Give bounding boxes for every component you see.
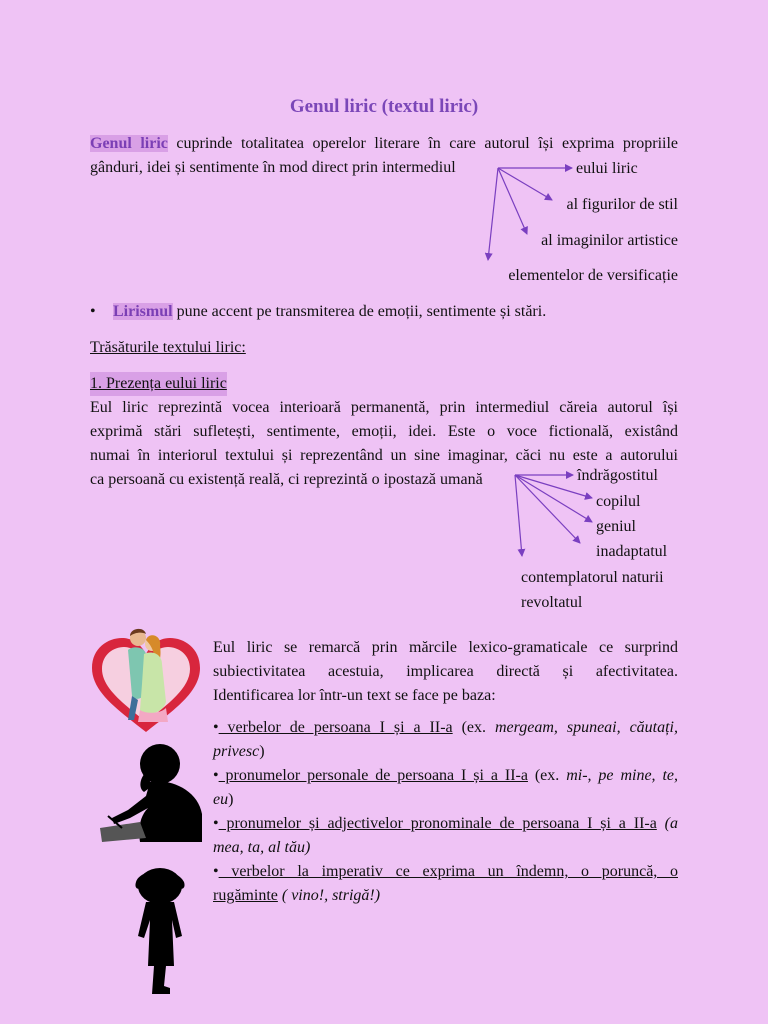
- arrow-figurilor: [498, 168, 552, 200]
- intro-line-1: Genul liric cuprinde totalitatea operelor literare în care autorul își exprima propriile: [90, 135, 679, 152]
- term-lirismul: Lirismul: [113, 303, 173, 320]
- mijloc-figurilor: al figurilor de stil: [566, 196, 678, 213]
- marca-item-4-cont: rugăminte ( vino!, strigă!): [213, 887, 381, 904]
- ipostaza-revoltatul: revoltatul: [521, 594, 583, 611]
- ipostaza-geniul: geniul: [596, 518, 636, 535]
- marci-line-3: Identificarea lor într-un text se face pe baza:: [213, 687, 496, 704]
- section-line-4: ca persoană cu existență reală, ci reprezintă o ipostază umană: [90, 471, 483, 488]
- ipostaza-copilul: copilul: [596, 493, 641, 510]
- arrow-imaginilor: [498, 168, 527, 234]
- marca-item-2-cont: eu): [213, 791, 234, 808]
- couple-heart-icon: [88, 624, 204, 736]
- ipostaza-contemplatorul: contemplatorul naturii: [521, 569, 664, 586]
- arrow-contemplatorul: [515, 475, 522, 556]
- term-genul-liric: Genul liric: [90, 135, 168, 152]
- lirism-line: Lirismul pune accent pe transmiterea de emoții, sentimente și stări.: [113, 303, 547, 320]
- ipostaza-indragostitul: îndrăgostitul: [577, 467, 658, 484]
- ipostaza-inadaptatul: inadaptatul: [596, 543, 668, 560]
- marca-item-3: • pronumelor și adjectivelor pronominale de persoana I și a II-a (a: [213, 815, 678, 832]
- marca-item-1-cont: privesc): [213, 743, 265, 760]
- marci-line-2: subiectivitatea acestuia, implicarea directă și afectivitatea.: [213, 663, 678, 680]
- trasaturi-heading: Trăsăturile textului liric:: [90, 339, 246, 356]
- section-line-2: exprimă stări sufletești, sentimente, emoții, idei. Este o voce fictională, existând: [90, 423, 678, 440]
- mijloc-versificatie: elementelor de versificație: [508, 267, 678, 284]
- child-silhouette-icon: [130, 866, 194, 994]
- section-heading: 1. Prezența eului liric: [90, 372, 227, 396]
- page-title: Genul liric (textul liric): [289, 96, 479, 117]
- marci-line-1: Eul liric se remarcă prin mărcile lexico-gramaticale ce surprind: [213, 639, 678, 656]
- arrow-versificatie: [488, 168, 498, 260]
- intro-line-2: gânduri, idei și sentimente în mod direct prin intermediul: [90, 159, 456, 176]
- marca-item-2: • pronumelor personale de persoana I și a II-a (ex. mi-, pe mine, te,: [213, 767, 678, 784]
- section-line-3: numai în interiorul textului și reprezentând un sine imaginar, căci nu este a autorului: [90, 447, 678, 464]
- mijloc-imaginilor: al imaginilor artistice: [541, 232, 678, 249]
- writing-person-silhouette-icon: [100, 742, 204, 842]
- lirism-bullet: •: [90, 303, 96, 320]
- section-line-1: Eul liric reprezintă vocea interioară permanentă, prin intermediul căreia autorul își: [90, 399, 678, 416]
- marca-item-3-cont: mea, ta, al tău): [213, 839, 311, 856]
- marca-item-4: • verbelor la imperativ ce exprima un îndemn, o poruncă, o: [213, 863, 678, 880]
- mijloc-eului-liric: eului liric: [576, 160, 638, 177]
- marca-item-1: • verbelor de persoana I și a II-a (ex. mergeam, spuneai, căutați,: [213, 719, 679, 736]
- arrow-inadaptatul: [515, 475, 580, 543]
